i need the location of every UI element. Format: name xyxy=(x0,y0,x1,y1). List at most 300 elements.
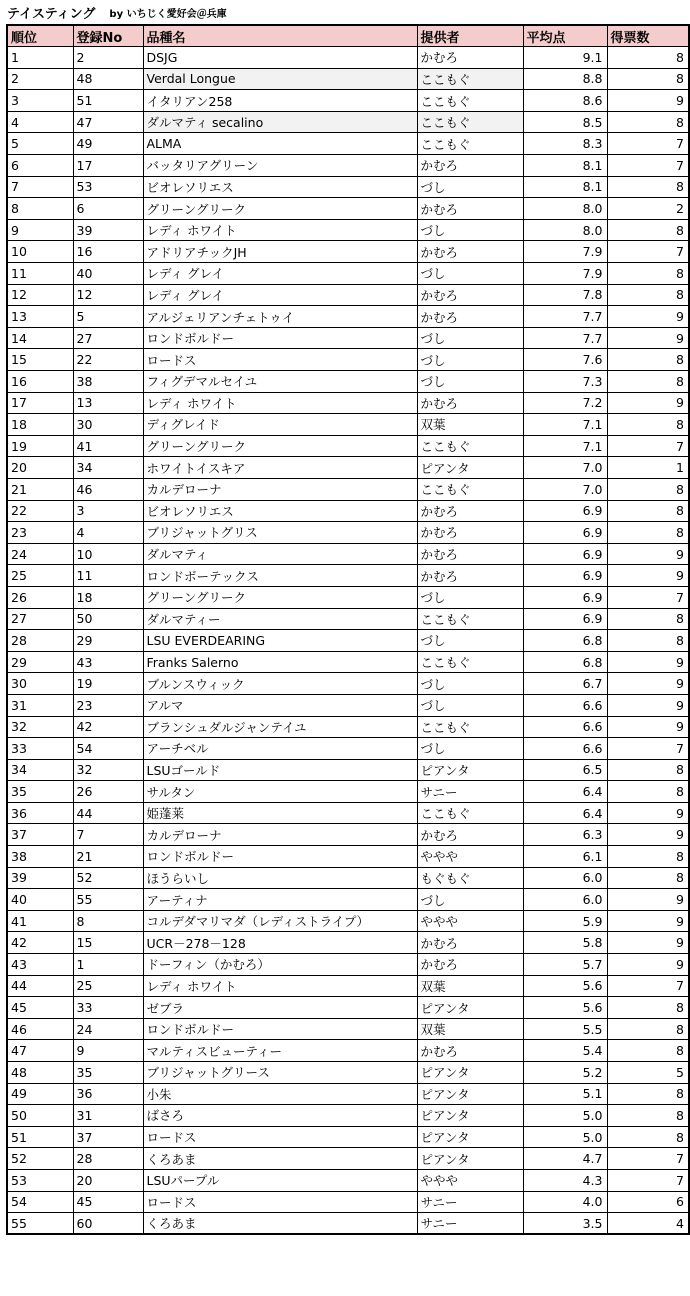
cell-provider[interactable]: づし xyxy=(417,694,523,716)
cell-variety[interactable]: くろあま xyxy=(143,1213,417,1235)
cell-average[interactable]: 8.5 xyxy=(523,111,607,133)
cell-average[interactable]: 7.1 xyxy=(523,435,607,457)
cell-variety[interactable]: ロードス xyxy=(143,349,417,371)
cell-reg-no[interactable]: 42 xyxy=(73,716,143,738)
cell-rank[interactable]: 35 xyxy=(7,781,73,803)
cell-provider[interactable]: ここもぐ xyxy=(417,716,523,738)
cell-rank[interactable]: 22 xyxy=(7,500,73,522)
cell-variety[interactable]: アドリアチックJH xyxy=(143,241,417,263)
cell-average[interactable]: 6.9 xyxy=(523,565,607,587)
cell-rank[interactable]: 23 xyxy=(7,522,73,544)
cell-votes[interactable]: 8 xyxy=(607,1083,689,1105)
cell-average[interactable]: 5.6 xyxy=(523,997,607,1019)
cell-provider[interactable]: かむろ xyxy=(417,241,523,263)
cell-votes[interactable]: 4 xyxy=(607,1213,689,1235)
cell-votes[interactable]: 9 xyxy=(607,565,689,587)
cell-reg-no[interactable]: 17 xyxy=(73,155,143,177)
cell-votes[interactable]: 8 xyxy=(607,759,689,781)
cell-votes[interactable]: 7 xyxy=(607,1169,689,1191)
cell-rank[interactable]: 43 xyxy=(7,954,73,976)
cell-rank[interactable]: 1 xyxy=(7,47,73,69)
cell-variety[interactable]: LSUパープル xyxy=(143,1169,417,1191)
cell-reg-no[interactable]: 39 xyxy=(73,219,143,241)
cell-variety[interactable]: アーティナ xyxy=(143,889,417,911)
cell-variety[interactable]: ばさろ xyxy=(143,1105,417,1127)
cell-rank[interactable]: 55 xyxy=(7,1213,73,1235)
cell-average[interactable]: 8.0 xyxy=(523,198,607,220)
cell-provider[interactable]: ピアンタ xyxy=(417,457,523,479)
cell-reg-no[interactable]: 28 xyxy=(73,1148,143,1170)
cell-reg-no[interactable]: 2 xyxy=(73,47,143,69)
cell-variety[interactable]: ビオレソリエス xyxy=(143,176,417,198)
cell-reg-no[interactable]: 9 xyxy=(73,1040,143,1062)
cell-average[interactable]: 6.5 xyxy=(523,759,607,781)
cell-variety[interactable]: ロンドボルドー xyxy=(143,846,417,868)
cell-rank[interactable]: 10 xyxy=(7,241,73,263)
cell-variety[interactable]: ALMA xyxy=(143,133,417,155)
cell-rank[interactable]: 44 xyxy=(7,975,73,997)
cell-variety[interactable]: レディ グレイ xyxy=(143,263,417,285)
cell-votes[interactable]: 8 xyxy=(607,997,689,1019)
cell-rank[interactable]: 30 xyxy=(7,673,73,695)
cell-rank[interactable]: 53 xyxy=(7,1169,73,1191)
cell-variety[interactable]: ブリジャットグリース xyxy=(143,1062,417,1084)
cell-reg-no[interactable]: 5 xyxy=(73,306,143,328)
cell-variety[interactable]: LSUゴールド xyxy=(143,759,417,781)
cell-rank[interactable]: 16 xyxy=(7,371,73,393)
cell-votes[interactable]: 8 xyxy=(607,630,689,652)
cell-votes[interactable]: 1 xyxy=(607,457,689,479)
cell-provider[interactable]: かむろ xyxy=(417,500,523,522)
cell-reg-no[interactable]: 51 xyxy=(73,90,143,112)
cell-variety[interactable]: ゼブラ xyxy=(143,997,417,1019)
cell-rank[interactable]: 49 xyxy=(7,1083,73,1105)
cell-votes[interactable]: 8 xyxy=(607,176,689,198)
cell-reg-no[interactable]: 10 xyxy=(73,543,143,565)
cell-variety[interactable]: ロンドボルドー xyxy=(143,327,417,349)
cell-average[interactable]: 7.6 xyxy=(523,349,607,371)
cell-provider[interactable]: づし xyxy=(417,371,523,393)
cell-variety[interactable]: ロードス xyxy=(143,1191,417,1213)
cell-variety[interactable]: レディ ホワイト xyxy=(143,219,417,241)
cell-reg-no[interactable]: 48 xyxy=(73,68,143,90)
cell-rank[interactable]: 38 xyxy=(7,846,73,868)
cell-provider[interactable]: づし xyxy=(417,738,523,760)
cell-variety[interactable]: ドーフィン（かむろ） xyxy=(143,954,417,976)
cell-average[interactable]: 8.1 xyxy=(523,176,607,198)
cell-reg-no[interactable]: 52 xyxy=(73,867,143,889)
cell-rank[interactable]: 54 xyxy=(7,1191,73,1213)
cell-average[interactable]: 8.0 xyxy=(523,219,607,241)
cell-votes[interactable]: 9 xyxy=(607,932,689,954)
cell-rank[interactable]: 46 xyxy=(7,1018,73,1040)
cell-rank[interactable]: 9 xyxy=(7,219,73,241)
cell-rank[interactable]: 12 xyxy=(7,284,73,306)
cell-votes[interactable]: 8 xyxy=(607,500,689,522)
cell-votes[interactable]: 9 xyxy=(607,673,689,695)
header-reg-no[interactable]: 登録No xyxy=(73,25,143,47)
cell-reg-no[interactable]: 47 xyxy=(73,111,143,133)
cell-reg-no[interactable]: 11 xyxy=(73,565,143,587)
cell-variety[interactable]: アルマ xyxy=(143,694,417,716)
cell-variety[interactable]: ロードス xyxy=(143,1126,417,1148)
cell-variety[interactable]: 姫蓬莱 xyxy=(143,802,417,824)
cell-variety[interactable]: イタリアン258 xyxy=(143,90,417,112)
cell-votes[interactable]: 8 xyxy=(607,522,689,544)
cell-votes[interactable]: 8 xyxy=(607,349,689,371)
cell-votes[interactable]: 8 xyxy=(607,1126,689,1148)
cell-variety[interactable]: ブルンスウィック xyxy=(143,673,417,695)
cell-reg-no[interactable]: 25 xyxy=(73,975,143,997)
cell-average[interactable]: 6.6 xyxy=(523,694,607,716)
cell-votes[interactable]: 8 xyxy=(607,608,689,630)
cell-reg-no[interactable]: 46 xyxy=(73,478,143,500)
cell-provider[interactable]: かむろ xyxy=(417,47,523,69)
cell-provider[interactable]: 双葉 xyxy=(417,1018,523,1040)
cell-rank[interactable]: 4 xyxy=(7,111,73,133)
cell-rank[interactable]: 37 xyxy=(7,824,73,846)
cell-reg-no[interactable]: 34 xyxy=(73,457,143,479)
cell-average[interactable]: 6.0 xyxy=(523,867,607,889)
cell-votes[interactable]: 9 xyxy=(607,802,689,824)
cell-average[interactable]: 5.9 xyxy=(523,910,607,932)
cell-votes[interactable]: 7 xyxy=(607,241,689,263)
cell-average[interactable]: 7.2 xyxy=(523,392,607,414)
cell-average[interactable]: 6.4 xyxy=(523,802,607,824)
cell-average[interactable]: 7.0 xyxy=(523,478,607,500)
cell-variety[interactable]: グリーングリーク xyxy=(143,435,417,457)
cell-reg-no[interactable]: 53 xyxy=(73,176,143,198)
cell-average[interactable]: 3.5 xyxy=(523,1213,607,1235)
cell-average[interactable]: 5.0 xyxy=(523,1105,607,1127)
cell-reg-no[interactable]: 26 xyxy=(73,781,143,803)
cell-votes[interactable]: 9 xyxy=(607,716,689,738)
cell-rank[interactable]: 20 xyxy=(7,457,73,479)
cell-reg-no[interactable]: 7 xyxy=(73,824,143,846)
cell-variety[interactable]: Verdal Longue xyxy=(143,68,417,90)
cell-votes[interactable]: 8 xyxy=(607,846,689,868)
cell-variety[interactable]: ロンドボルドー xyxy=(143,1018,417,1040)
cell-provider[interactable]: づし xyxy=(417,889,523,911)
cell-variety[interactable]: レディ ホワイト xyxy=(143,975,417,997)
cell-provider[interactable]: ここもぐ xyxy=(417,651,523,673)
cell-provider[interactable]: かむろ xyxy=(417,306,523,328)
cell-reg-no[interactable]: 12 xyxy=(73,284,143,306)
cell-reg-no[interactable]: 6 xyxy=(73,198,143,220)
cell-variety[interactable]: バッタリアグリーン xyxy=(143,155,417,177)
cell-provider[interactable]: 双葉 xyxy=(417,414,523,436)
cell-average[interactable]: 6.9 xyxy=(523,522,607,544)
cell-provider[interactable]: ここもぐ xyxy=(417,90,523,112)
cell-votes[interactable]: 8 xyxy=(607,781,689,803)
header-average[interactable]: 平均点 xyxy=(523,25,607,47)
cell-votes[interactable]: 8 xyxy=(607,263,689,285)
cell-average[interactable]: 7.7 xyxy=(523,327,607,349)
cell-provider[interactable]: ピアンタ xyxy=(417,1083,523,1105)
cell-reg-no[interactable]: 30 xyxy=(73,414,143,436)
cell-variety[interactable]: ビオレソリエス xyxy=(143,500,417,522)
cell-average[interactable]: 8.8 xyxy=(523,68,607,90)
cell-provider[interactable]: ピアンタ xyxy=(417,1148,523,1170)
cell-reg-no[interactable]: 21 xyxy=(73,846,143,868)
cell-votes[interactable]: 5 xyxy=(607,1062,689,1084)
cell-rank[interactable]: 42 xyxy=(7,932,73,954)
cell-reg-no[interactable]: 23 xyxy=(73,694,143,716)
cell-provider[interactable]: サニー xyxy=(417,1213,523,1235)
cell-provider[interactable]: かむろ xyxy=(417,824,523,846)
cell-average[interactable]: 7.9 xyxy=(523,241,607,263)
cell-rank[interactable]: 15 xyxy=(7,349,73,371)
cell-variety[interactable]: LSU EVERDEARING xyxy=(143,630,417,652)
cell-provider[interactable]: ピアンタ xyxy=(417,1062,523,1084)
cell-reg-no[interactable]: 43 xyxy=(73,651,143,673)
cell-votes[interactable]: 7 xyxy=(607,586,689,608)
cell-variety[interactable]: ブランシュダルジャンテイユ xyxy=(143,716,417,738)
cell-votes[interactable]: 8 xyxy=(607,414,689,436)
cell-rank[interactable]: 19 xyxy=(7,435,73,457)
cell-average[interactable]: 5.5 xyxy=(523,1018,607,1040)
cell-votes[interactable]: 7 xyxy=(607,133,689,155)
cell-average[interactable]: 5.2 xyxy=(523,1062,607,1084)
cell-rank[interactable]: 50 xyxy=(7,1105,73,1127)
cell-reg-no[interactable]: 19 xyxy=(73,673,143,695)
cell-rank[interactable]: 24 xyxy=(7,543,73,565)
cell-reg-no[interactable]: 18 xyxy=(73,586,143,608)
cell-votes[interactable]: 7 xyxy=(607,435,689,457)
cell-votes[interactable]: 9 xyxy=(607,543,689,565)
cell-average[interactable]: 7.1 xyxy=(523,414,607,436)
cell-votes[interactable]: 9 xyxy=(607,910,689,932)
cell-reg-no[interactable]: 37 xyxy=(73,1126,143,1148)
cell-variety[interactable]: マルティスビューティー xyxy=(143,1040,417,1062)
cell-provider[interactable]: ここもぐ xyxy=(417,608,523,630)
cell-variety[interactable]: ブリジャットグリス xyxy=(143,522,417,544)
cell-reg-no[interactable]: 8 xyxy=(73,910,143,932)
cell-reg-no[interactable]: 36 xyxy=(73,1083,143,1105)
cell-variety[interactable]: Franks Salerno xyxy=(143,651,417,673)
cell-provider[interactable]: ピアンタ xyxy=(417,997,523,1019)
cell-rank[interactable]: 28 xyxy=(7,630,73,652)
cell-reg-no[interactable]: 22 xyxy=(73,349,143,371)
cell-reg-no[interactable]: 24 xyxy=(73,1018,143,1040)
cell-average[interactable]: 6.1 xyxy=(523,846,607,868)
cell-average[interactable]: 7.8 xyxy=(523,284,607,306)
cell-rank[interactable]: 6 xyxy=(7,155,73,177)
cell-votes[interactable]: 9 xyxy=(607,327,689,349)
cell-reg-no[interactable]: 44 xyxy=(73,802,143,824)
cell-provider[interactable]: ここもぐ xyxy=(417,68,523,90)
cell-rank[interactable]: 13 xyxy=(7,306,73,328)
cell-provider[interactable]: かむろ xyxy=(417,198,523,220)
cell-provider[interactable]: づし xyxy=(417,327,523,349)
cell-reg-no[interactable]: 41 xyxy=(73,435,143,457)
cell-rank[interactable]: 32 xyxy=(7,716,73,738)
cell-rank[interactable]: 27 xyxy=(7,608,73,630)
cell-provider[interactable]: ややや xyxy=(417,910,523,932)
cell-reg-no[interactable]: 55 xyxy=(73,889,143,911)
cell-reg-no[interactable]: 27 xyxy=(73,327,143,349)
cell-reg-no[interactable]: 40 xyxy=(73,263,143,285)
cell-rank[interactable]: 40 xyxy=(7,889,73,911)
cell-rank[interactable]: 5 xyxy=(7,133,73,155)
cell-average[interactable]: 5.6 xyxy=(523,975,607,997)
cell-votes[interactable]: 8 xyxy=(607,478,689,500)
cell-reg-no[interactable]: 32 xyxy=(73,759,143,781)
cell-variety[interactable]: UCR－278－128 xyxy=(143,932,417,954)
cell-reg-no[interactable]: 4 xyxy=(73,522,143,544)
cell-reg-no[interactable]: 54 xyxy=(73,738,143,760)
cell-votes[interactable]: 7 xyxy=(607,975,689,997)
cell-provider[interactable]: かむろ xyxy=(417,932,523,954)
cell-rank[interactable]: 52 xyxy=(7,1148,73,1170)
cell-reg-no[interactable]: 50 xyxy=(73,608,143,630)
cell-variety[interactable]: ダルマティ secalino xyxy=(143,111,417,133)
cell-rank[interactable]: 8 xyxy=(7,198,73,220)
cell-rank[interactable]: 51 xyxy=(7,1126,73,1148)
cell-provider[interactable]: づし xyxy=(417,176,523,198)
cell-provider[interactable]: かむろ xyxy=(417,284,523,306)
cell-rank[interactable]: 2 xyxy=(7,68,73,90)
cell-variety[interactable]: ほうらいし xyxy=(143,867,417,889)
cell-votes[interactable]: 7 xyxy=(607,155,689,177)
cell-votes[interactable]: 8 xyxy=(607,1040,689,1062)
cell-rank[interactable]: 41 xyxy=(7,910,73,932)
cell-variety[interactable]: コルデダマリマダ（レディストライプ） xyxy=(143,910,417,932)
cell-variety[interactable]: くろあま xyxy=(143,1148,417,1170)
cell-average[interactable]: 9.1 xyxy=(523,47,607,69)
cell-rank[interactable]: 7 xyxy=(7,176,73,198)
cell-average[interactable]: 7.0 xyxy=(523,457,607,479)
cell-variety[interactable]: カルデローナ xyxy=(143,824,417,846)
cell-votes[interactable]: 7 xyxy=(607,1148,689,1170)
cell-variety[interactable]: ディグレイド xyxy=(143,414,417,436)
cell-average[interactable]: 5.0 xyxy=(523,1126,607,1148)
cell-provider[interactable]: づし xyxy=(417,586,523,608)
cell-average[interactable]: 6.6 xyxy=(523,738,607,760)
cell-votes[interactable]: 8 xyxy=(607,284,689,306)
cell-votes[interactable]: 9 xyxy=(607,824,689,846)
cell-provider[interactable]: ピアンタ xyxy=(417,1105,523,1127)
cell-average[interactable]: 8.6 xyxy=(523,90,607,112)
cell-votes[interactable]: 9 xyxy=(607,954,689,976)
cell-variety[interactable]: ダルマティ xyxy=(143,543,417,565)
cell-average[interactable]: 4.7 xyxy=(523,1148,607,1170)
cell-average[interactable]: 6.9 xyxy=(523,608,607,630)
cell-rank[interactable]: 26 xyxy=(7,586,73,608)
cell-average[interactable]: 6.7 xyxy=(523,673,607,695)
cell-rank[interactable]: 17 xyxy=(7,392,73,414)
cell-reg-no[interactable]: 33 xyxy=(73,997,143,1019)
cell-votes[interactable]: 9 xyxy=(607,306,689,328)
cell-average[interactable]: 4.3 xyxy=(523,1169,607,1191)
cell-provider[interactable]: ややや xyxy=(417,1169,523,1191)
cell-reg-no[interactable]: 15 xyxy=(73,932,143,954)
cell-reg-no[interactable]: 45 xyxy=(73,1191,143,1213)
cell-reg-no[interactable]: 29 xyxy=(73,630,143,652)
cell-rank[interactable]: 18 xyxy=(7,414,73,436)
cell-rank[interactable]: 14 xyxy=(7,327,73,349)
cell-average[interactable]: 5.4 xyxy=(523,1040,607,1062)
cell-provider[interactable]: かむろ xyxy=(417,1040,523,1062)
cell-average[interactable]: 6.3 xyxy=(523,824,607,846)
cell-average[interactable]: 8.3 xyxy=(523,133,607,155)
cell-rank[interactable]: 31 xyxy=(7,694,73,716)
cell-provider[interactable]: づし xyxy=(417,673,523,695)
cell-rank[interactable]: 48 xyxy=(7,1062,73,1084)
cell-variety[interactable]: アーチベル xyxy=(143,738,417,760)
cell-average[interactable]: 5.7 xyxy=(523,954,607,976)
header-votes[interactable]: 得票数 xyxy=(607,25,689,47)
cell-votes[interactable]: 8 xyxy=(607,111,689,133)
cell-variety[interactable]: サルタン xyxy=(143,781,417,803)
cell-votes[interactable]: 8 xyxy=(607,371,689,393)
header-provider[interactable]: 提供者 xyxy=(417,25,523,47)
cell-reg-no[interactable]: 20 xyxy=(73,1169,143,1191)
cell-provider[interactable]: ややや xyxy=(417,846,523,868)
cell-reg-no[interactable]: 3 xyxy=(73,500,143,522)
cell-reg-no[interactable]: 60 xyxy=(73,1213,143,1235)
cell-votes[interactable]: 9 xyxy=(607,90,689,112)
cell-rank[interactable]: 45 xyxy=(7,997,73,1019)
cell-votes[interactable]: 7 xyxy=(607,738,689,760)
cell-provider[interactable]: づし xyxy=(417,630,523,652)
cell-votes[interactable]: 2 xyxy=(607,198,689,220)
cell-variety[interactable]: ダルマティー xyxy=(143,608,417,630)
cell-average[interactable]: 6.6 xyxy=(523,716,607,738)
cell-reg-no[interactable]: 16 xyxy=(73,241,143,263)
cell-provider[interactable]: もぐもぐ xyxy=(417,867,523,889)
cell-provider[interactable]: サニー xyxy=(417,1191,523,1213)
cell-average[interactable]: 5.1 xyxy=(523,1083,607,1105)
cell-variety[interactable]: レディ グレイ xyxy=(143,284,417,306)
cell-provider[interactable]: ここもぐ xyxy=(417,802,523,824)
cell-reg-no[interactable]: 13 xyxy=(73,392,143,414)
cell-rank[interactable]: 33 xyxy=(7,738,73,760)
cell-votes[interactable]: 9 xyxy=(607,889,689,911)
cell-rank[interactable]: 21 xyxy=(7,478,73,500)
cell-rank[interactable]: 3 xyxy=(7,90,73,112)
cell-provider[interactable]: サニー xyxy=(417,781,523,803)
cell-provider[interactable]: かむろ xyxy=(417,522,523,544)
cell-reg-no[interactable]: 49 xyxy=(73,133,143,155)
cell-average[interactable]: 5.8 xyxy=(523,932,607,954)
cell-variety[interactable]: カルデローナ xyxy=(143,478,417,500)
cell-provider[interactable]: ピアンタ xyxy=(417,1126,523,1148)
cell-rank[interactable]: 39 xyxy=(7,867,73,889)
cell-average[interactable]: 7.9 xyxy=(523,263,607,285)
cell-reg-no[interactable]: 1 xyxy=(73,954,143,976)
cell-votes[interactable]: 8 xyxy=(607,219,689,241)
cell-average[interactable]: 6.4 xyxy=(523,781,607,803)
cell-provider[interactable]: づし xyxy=(417,349,523,371)
cell-votes[interactable]: 8 xyxy=(607,867,689,889)
cell-provider[interactable]: ここもぐ xyxy=(417,435,523,457)
cell-variety[interactable]: グリーングリーク xyxy=(143,198,417,220)
cell-variety[interactable]: DSJG xyxy=(143,47,417,69)
header-variety[interactable]: 品種名 xyxy=(143,25,417,47)
header-rank[interactable]: 順位 xyxy=(7,25,73,47)
cell-provider[interactable]: ここもぐ xyxy=(417,111,523,133)
cell-average[interactable]: 6.0 xyxy=(523,889,607,911)
cell-variety[interactable]: ロンドボーテックス xyxy=(143,565,417,587)
cell-rank[interactable]: 11 xyxy=(7,263,73,285)
cell-rank[interactable]: 25 xyxy=(7,565,73,587)
cell-votes[interactable]: 8 xyxy=(607,47,689,69)
cell-average[interactable]: 6.9 xyxy=(523,586,607,608)
cell-provider[interactable]: 双葉 xyxy=(417,975,523,997)
cell-provider[interactable]: かむろ xyxy=(417,543,523,565)
cell-variety[interactable]: アルジェリアンチェトゥイ xyxy=(143,306,417,328)
